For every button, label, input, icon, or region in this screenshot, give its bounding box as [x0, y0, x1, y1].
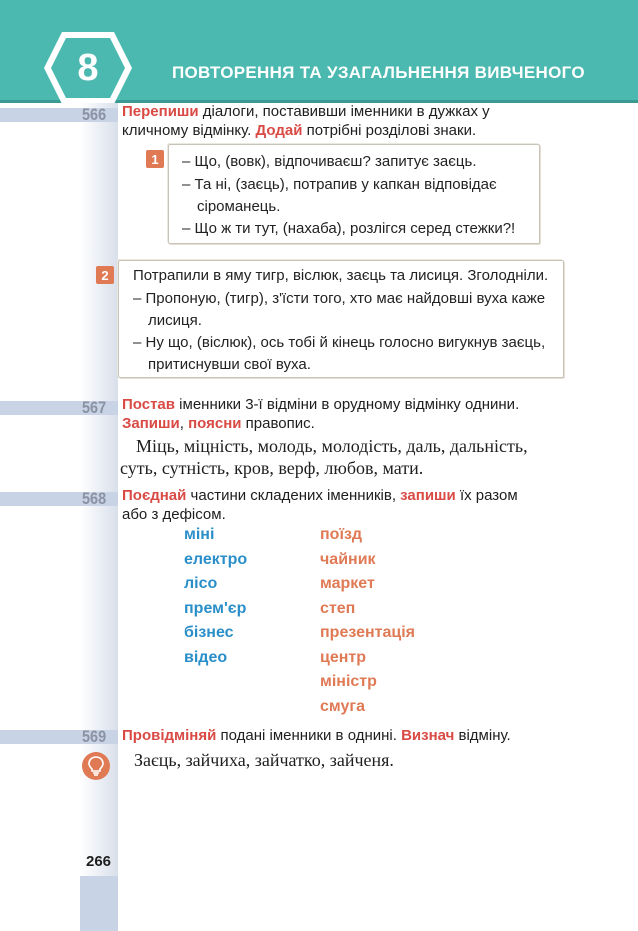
exercise-number-569: 569	[82, 727, 107, 746]
task-verb: запиши	[400, 487, 456, 504]
dialog-line: – Пропоную, (тигр), з'їсти того, хто має найдовші вуха каже	[133, 290, 546, 307]
dialog-badge-1: 1	[146, 150, 164, 168]
task-verb: Постав	[122, 396, 175, 413]
task-text: потрібні розділові знаки.	[302, 122, 477, 139]
word-part-left: відео	[184, 649, 228, 666]
dialog-line: Потрапили в яму тигр, віслюк, заєць та лисиця. Зголодніли.	[133, 267, 549, 284]
chapter-title: ПОВТОРЕННЯ ТА УЗАГАЛЬНЕННЯ ВИВЧЕНОГО	[172, 63, 585, 82]
dialog-line: сіроманець.	[197, 198, 281, 215]
word-part-left: електро	[184, 551, 248, 568]
task-text: подані іменники в однині.	[216, 727, 402, 744]
word-list-line: Заєць, зайчиха, зайчатко, зайченя.	[134, 750, 394, 770]
task-text: або з дефісом.	[122, 506, 226, 523]
exercise-number-568: 568	[82, 489, 107, 508]
exercise-number-567: 567	[82, 398, 107, 417]
task-verb: Визнач	[401, 727, 455, 744]
task-verb: Перепиши	[122, 103, 199, 120]
exercise-number-566: 566	[82, 105, 107, 124]
left-gutter	[80, 103, 118, 931]
task-verb: Поєднай	[122, 487, 187, 504]
word-part-right: поїзд	[320, 526, 363, 543]
dialog-line: – Що, (вовк), відпочиваєш? запитує заєць.	[182, 153, 477, 170]
lightbulb-icon	[82, 752, 110, 780]
task-text: діалоги, поставивши іменники в дужках у	[198, 103, 490, 120]
word-part-left: міні	[184, 526, 215, 543]
exercise-569-task	[122, 726, 562, 745]
dialog-line: – Що ж ти тут, (нахаба), розлігся серед стежки?!	[182, 220, 516, 237]
word-part-right: маркет	[320, 575, 375, 592]
task-text: іменники 3-ї відміни в орудному відмінку однини.	[175, 396, 520, 413]
page-number: 266	[86, 853, 112, 870]
word-part-right: центр	[320, 649, 367, 666]
dialog-line: притиснувши свої вуха.	[148, 356, 311, 373]
dialog-line: лисиця.	[148, 312, 202, 329]
word-part-right: міністр	[320, 673, 377, 690]
word-part-right: степ	[320, 600, 356, 617]
exercise-566-task	[122, 102, 562, 140]
task-verb: поясни	[188, 415, 242, 432]
word-part-right: презентація	[320, 624, 415, 641]
task-text: частини складених іменників,	[186, 487, 401, 504]
word-part-left: лісо	[184, 575, 218, 592]
dialog-line: – Та ні, (заєць), потрапив у капкан відповідає	[182, 176, 497, 193]
word-part-left: прем'єр	[184, 600, 247, 617]
task-verb: Додай	[255, 122, 303, 139]
task-text: ,	[179, 415, 189, 432]
page-strip	[80, 876, 118, 931]
task-text: правопис.	[241, 415, 315, 432]
word-list-line: суть, сутність, кров, верф, любов, мати.	[120, 458, 424, 478]
word-part-right: чайник	[320, 551, 376, 568]
task-text: їх разом	[455, 487, 518, 504]
word-list-line: Міць, міцність, молодь, молодість, даль, дальність,	[136, 436, 528, 456]
dialog-badge-2: 2	[96, 266, 114, 284]
word-part-right: смуга	[320, 698, 365, 715]
chapter-number: 8	[77, 46, 99, 89]
task-text: відміну.	[454, 727, 511, 744]
exercise-567-task	[122, 395, 562, 433]
task-verb: Провідміняй	[122, 727, 217, 744]
task-verb: Запиши	[122, 415, 180, 432]
task-text: кличному відмінку.	[122, 122, 256, 139]
dialog-line: – Ну що, (віслюк), ось тобі й кінець голосно вигукнув заєць,	[133, 334, 546, 351]
word-part-left: бізнес	[184, 624, 234, 641]
exercise-568-task	[122, 486, 562, 524]
